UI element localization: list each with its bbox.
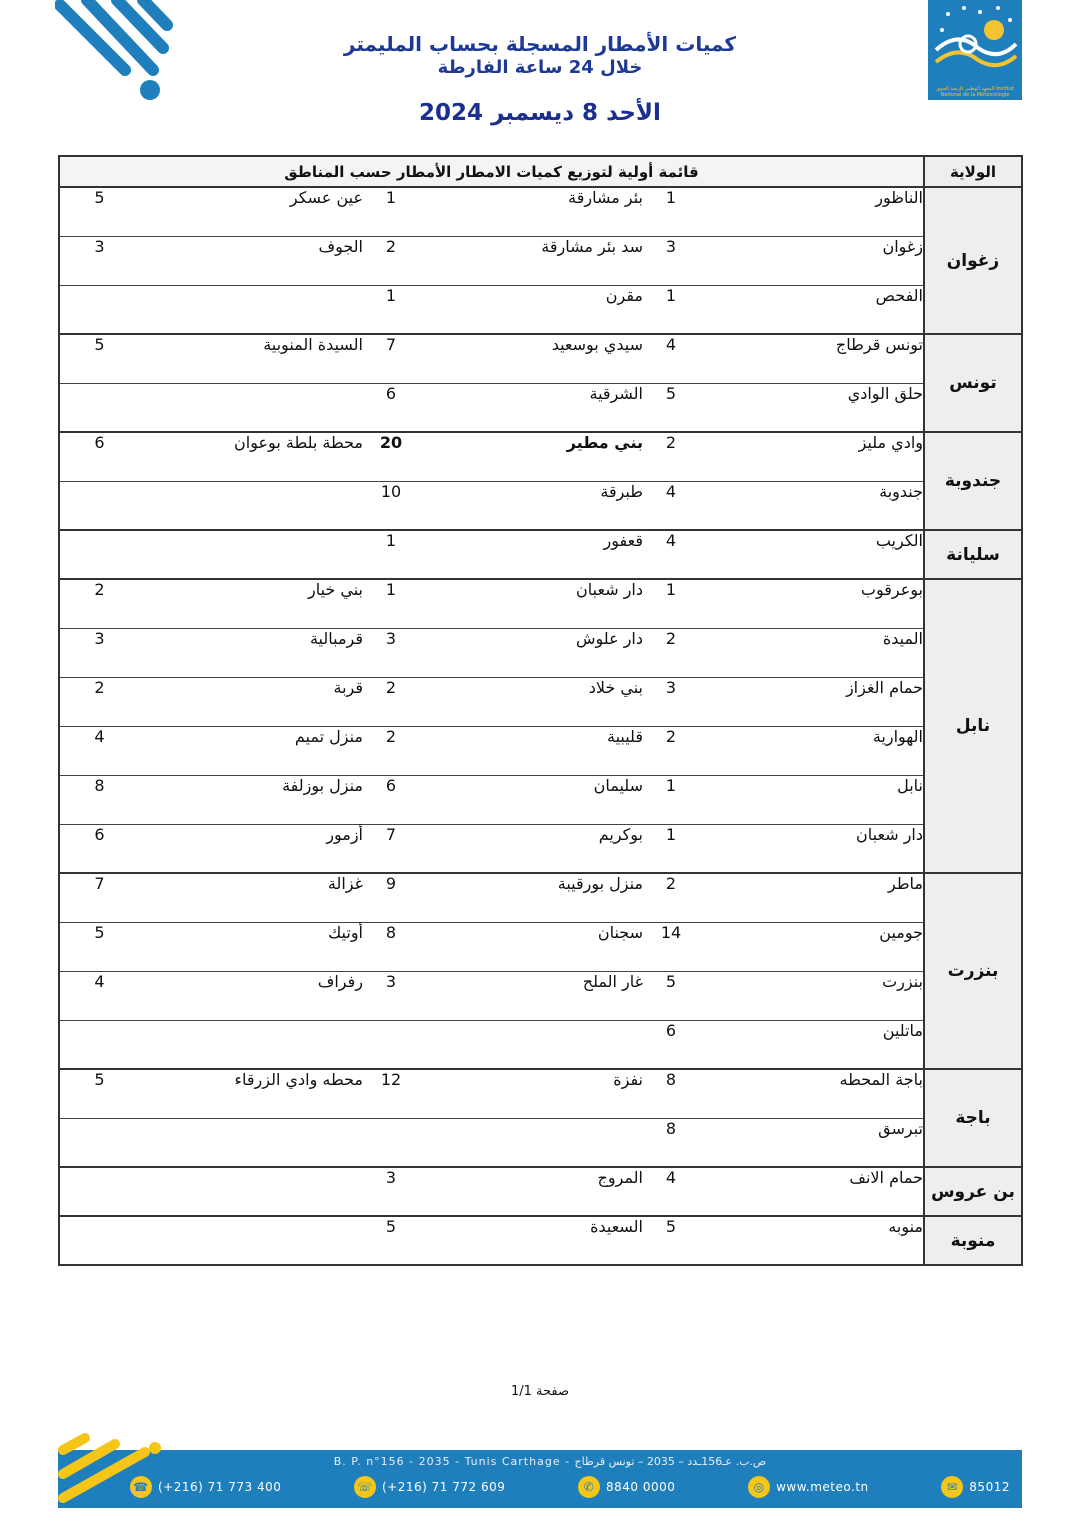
rainfall-value: 7 [59,873,139,922]
station-name: قربة [139,677,363,726]
rainfall-value: 1 [363,530,419,579]
station-name: زغوان [699,236,924,285]
hotline-icon: ✆ [578,1476,600,1498]
rainfall-value: 6 [59,824,139,873]
wilaya-cell: نابل [924,579,1022,873]
rainfall-value: 5 [59,334,139,383]
station-name: حلق الوادي [699,383,924,432]
station-name [419,1020,643,1069]
table-row [59,1167,1022,1216]
table-header-row [59,156,1022,187]
rainfall-value: 5 [643,383,699,432]
rainfall-value [59,481,139,530]
rainfall-value: 1 [643,187,699,236]
table-row [59,1069,1022,1118]
rainfall-value: 1 [643,824,699,873]
station-name: وادي مليز [699,432,924,481]
station-name: غزالة [139,873,363,922]
station-name: قليبية [419,726,643,775]
wilaya-cell: جندوبة [924,432,1022,530]
station-name: محطه وادي الزرقاء [139,1069,363,1118]
station-name: بنزرت [699,971,924,1020]
station-name [139,1020,363,1069]
table-row [59,922,1022,971]
station-name: أزمور [139,824,363,873]
station-name [139,285,363,334]
station-name [139,530,363,579]
rainfall-value: 4 [643,1167,699,1216]
station-name: مقرن [419,285,643,334]
rainfall-value [59,383,139,432]
footer-contact-text: www.meteo.tn [776,1480,869,1494]
rainfall-value: 3 [59,236,139,285]
table-row [59,481,1022,530]
station-name: طبرقة [419,481,643,530]
table-row [59,873,1022,922]
sms-icon: ✉ [941,1476,963,1498]
station-name [139,481,363,530]
footer-contact-item [941,1476,1010,1498]
rainfall-value: 4 [59,726,139,775]
station-name: تبرسق [699,1118,924,1167]
station-name: رفراف [139,971,363,1020]
rainfall-value [59,1216,139,1265]
rainfall-value: 2 [643,432,699,481]
rainfall-value: 8 [643,1118,699,1167]
station-name [139,1167,363,1216]
column-header-title: قائمة أولية لتوزيع كميات الامطار الأمطار حسب المناطق [59,156,924,187]
rainfall-value: 9 [363,873,419,922]
station-name: نفزة [419,1069,643,1118]
table-row [59,971,1022,1020]
table-body [59,187,1022,1265]
rainfall-value: 1 [363,285,419,334]
page-subtitle: خلال 24 ساعة الفارطة [437,57,643,78]
rainfall-value: 2 [363,726,419,775]
rainfall-value: 5 [59,1069,139,1118]
station-name: عين عسكر [139,187,363,236]
rainfall-value: 20 [363,432,419,481]
station-name: بوكريم [419,824,643,873]
table-row [59,726,1022,775]
rainfall-value: 7 [363,824,419,873]
rainfall-value: 6 [363,775,419,824]
page-number: صفحة 1/1 [510,1384,570,1399]
phone-icon: ☏ [354,1476,376,1498]
rainfall-value: 2 [59,677,139,726]
web-icon: ◎ [748,1476,770,1498]
column-header-wilaya: الولاية [924,156,1022,187]
station-name: ماتلين [699,1020,924,1069]
table-row [59,432,1022,481]
footer-contact-text: (+216) 71 773 400 [158,1480,282,1494]
wilaya-cell: سليانة [924,530,1022,579]
station-name: ماطر [699,873,924,922]
fax-icon: ☎ [130,1476,152,1498]
station-name: سجنان [419,922,643,971]
footer-contact-item [130,1476,281,1498]
rainfall-value: 6 [59,432,139,481]
wilaya-cell: بن عروس [924,1167,1022,1216]
rainfall-value: 3 [643,677,699,726]
station-name: الشرقية [419,383,643,432]
station-name: بئر مشارقة [419,187,643,236]
station-name: باجة المحطه [699,1069,924,1118]
rainfall-value: 3 [59,628,139,677]
table-row [59,579,1022,628]
table-row [59,628,1022,677]
rainfall-value [59,1118,139,1167]
station-name: محطة بلطة بوعوان [139,432,363,481]
station-name: غار الملح [419,971,643,1020]
rainfall-value: 3 [363,628,419,677]
table-row [59,187,1022,236]
footer-contact-text: (+216) 71 772 609 [382,1480,506,1494]
station-name: بني خلاد [419,677,643,726]
station-name [139,1216,363,1265]
rainfall-value: 2 [643,873,699,922]
table-row [59,236,1022,285]
station-name: قرمبالية [139,628,363,677]
rainfall-value: 3 [363,1167,419,1216]
station-name: قعفور [419,530,643,579]
rainfall-value: 3 [643,236,699,285]
rainfall-value: 4 [643,334,699,383]
rainfall-value: 1 [363,579,419,628]
station-name: أوتيك [139,922,363,971]
station-name: الناظور [699,187,924,236]
station-name: بني خيار [139,579,363,628]
table-row [59,775,1022,824]
station-name: سد بئر مشارقة [419,236,643,285]
station-name: منزل بورقيبة [419,873,643,922]
wilaya-cell: تونس [924,334,1022,432]
station-name: منزل تميم [139,726,363,775]
station-name: الفحص [699,285,924,334]
rainfall-value: 4 [643,481,699,530]
rainfall-table [58,155,1023,1266]
station-name: الجوف [139,236,363,285]
table-row [59,383,1022,432]
rainfall-value: 2 [59,579,139,628]
wilaya-cell: بنزرت [924,873,1022,1069]
rainfall-value: 12 [363,1069,419,1118]
station-name: الهوارية [699,726,924,775]
footer-contact-item [354,1476,505,1498]
rainfall-value: 4 [59,971,139,1020]
table-row [59,677,1022,726]
station-name: جندوبة [699,481,924,530]
table-row [59,1020,1022,1069]
footer-contact-text: 8840 0000 [606,1480,676,1494]
page-title: كميات الأمطار المسجلة بحساب المليمتر [343,32,737,56]
station-name: الكريب [699,530,924,579]
rainfall-value: 8 [363,922,419,971]
logo-caption: المعهد الوطني للرصد الجوي Institut National de la Météorologie [936,86,1014,98]
station-name: نابل [699,775,924,824]
table-row [59,334,1022,383]
station-name: جومين [699,922,924,971]
rainfall-value: 2 [643,726,699,775]
rainfall-value: 5 [59,187,139,236]
rainfall-value [363,1118,419,1167]
rainfall-value [59,1020,139,1069]
rainfall-value: 8 [643,1069,699,1118]
station-name: بوعرقوب [699,579,924,628]
footer-contacts [130,1474,1010,1500]
rainfall-value: 1 [363,187,419,236]
station-name: بني مطير [419,432,643,481]
station-name: المروج [419,1167,643,1216]
footer-contact-item [578,1476,675,1498]
station-name: دار علوش [419,628,643,677]
footer-contact-item [748,1476,869,1498]
station-name: تونس قرطاج [699,334,924,383]
rainfall-value: 2 [643,628,699,677]
wilaya-cell: زغوان [924,187,1022,334]
rainfall-value: 1 [643,285,699,334]
table-row [59,285,1022,334]
station-name: حمام الغزاز [699,677,924,726]
report-date: الأحد 8 ديسمبر 2024 [419,100,661,126]
rainfall-value [59,285,139,334]
rainfall-value: 6 [363,383,419,432]
rainfall-value: 4 [643,530,699,579]
footer-address: B. P. n°156 - 2035 - Tunis Carthage - ص.ب. عـ156ـدد – 2035 – تونس قرطاج [333,1455,767,1468]
station-name: سليمان [419,775,643,824]
wilaya-cell: منوبة [924,1216,1022,1265]
rainfall-value: 10 [363,481,419,530]
station-name: السيدة المنوبية [139,334,363,383]
rainfall-value: 8 [59,775,139,824]
wilaya-cell: باجة [924,1069,1022,1167]
rainfall-value: 1 [643,579,699,628]
rainfall-value: 1 [643,775,699,824]
table-row [59,530,1022,579]
rainfall-value: 5 [59,922,139,971]
rainfall-value: 14 [643,922,699,971]
station-name: الميدة [699,628,924,677]
table-row [59,824,1022,873]
table-row [59,1216,1022,1265]
footer-contact-text: 85012 [969,1480,1010,1494]
station-name: منوبه [699,1216,924,1265]
station-name: دار شعبان [699,824,924,873]
station-name: حمام الانف [699,1167,924,1216]
rainfall-value [363,1020,419,1069]
station-name: منزل بوزلفة [139,775,363,824]
station-name [419,1118,643,1167]
rainfall-value: 2 [363,677,419,726]
rainfall-value: 5 [643,971,699,1020]
station-name: دار شعبان [419,579,643,628]
rainfall-value: 5 [363,1216,419,1265]
station-name: السعيدة [419,1216,643,1265]
rainfall-value: 3 [363,971,419,1020]
rainfall-value: 5 [643,1216,699,1265]
rainfall-value: 2 [363,236,419,285]
rainfall-value [59,1167,139,1216]
rainfall-value: 6 [643,1020,699,1069]
table-row [59,1118,1022,1167]
station-name [139,383,363,432]
rainfall-value: 7 [363,334,419,383]
station-name: سيدي بوسعيد [419,334,643,383]
station-name [139,1118,363,1167]
rainfall-value [59,530,139,579]
